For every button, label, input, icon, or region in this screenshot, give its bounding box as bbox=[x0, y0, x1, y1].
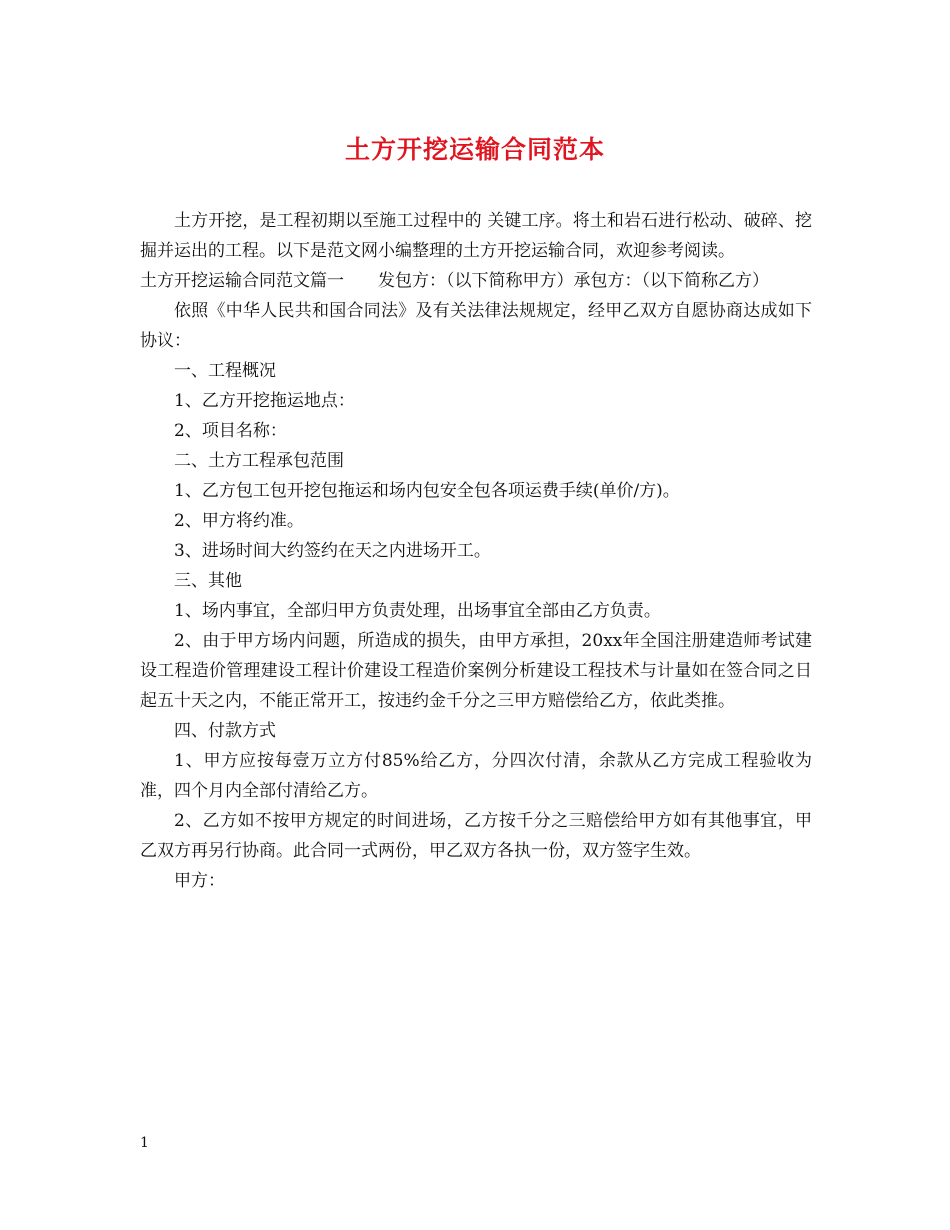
page-number: 1 bbox=[140, 1135, 149, 1151]
paragraph-legal-basis: 依照《中华人民共和国合同法》及有关法律法规规定，经甲乙双方自愿协商达成如下协议： bbox=[140, 301, 812, 351]
paragraph-intro: 土方开挖，是工程初期以至施工过程中的 关键工序。将土和岩石进行松动、破碎、挖掘并运出的工程。以下是范文网小编整理的土方开挖运输合同，欢迎参考阅读。 bbox=[140, 211, 812, 261]
document-body bbox=[140, 206, 812, 896]
paragraph-parties: 土方开挖运输合同范文篇一 发包方：（以下简称甲方）承包方：（以下简称乙方） bbox=[140, 271, 769, 291]
clause-scope-2: 2、甲方将约准。 bbox=[174, 511, 304, 531]
clause-scope-3: 3、进场时间大约签约在天之内进场开工。 bbox=[174, 541, 491, 561]
clause-other-2: 2、由于甲方场内问题，所造成的损失，由甲方承担，20xx年全国注册建造师考试建设工程造价管理建设工程计价建设工程造价案例分析建设工程技术与计量如在签合同之日起五十天之内，不能正常开工，按违约金千分之三甲方赔偿给乙方，依此类推。 bbox=[140, 631, 812, 711]
document-title: 土方开挖运输合同范本 bbox=[344, 135, 605, 164]
section-heading-other: 三、其他 bbox=[174, 571, 242, 591]
clause-excavation-location: 1、乙方开挖拖运地点： bbox=[174, 391, 355, 411]
section-heading-payment: 四、付款方式 bbox=[174, 721, 276, 741]
clause-other-1: 1、场内事宜，全部归甲方负责处理，出场事宜全部由乙方负责。 bbox=[174, 601, 661, 621]
clause-project-name: 2、项目名称： bbox=[174, 421, 287, 441]
clause-scope-1: 1、乙方包工包开挖包拖运和场内包安全包各项运费手续(单价/方)。 bbox=[174, 481, 680, 501]
clause-payment-1: 1、甲方应按每壹万立方付85%给乙方，分四次付清，余款从乙方完成工程验收为准，四个月内全部付清给乙方。 bbox=[140, 751, 812, 801]
clause-payment-2: 2、乙方如不按甲方规定的时间进场，乙方按千分之三赔偿给甲方如有其他事宜，甲乙双方再另行协商。此合同一式两份，甲乙双方各执一份，双方签字生效。 bbox=[140, 811, 812, 861]
section-heading-contract-scope: 二、土方工程承包范围 bbox=[174, 451, 344, 471]
section-heading-project-overview: 一、工程概况 bbox=[174, 361, 276, 381]
signature-party-a: 甲方： bbox=[174, 871, 225, 891]
